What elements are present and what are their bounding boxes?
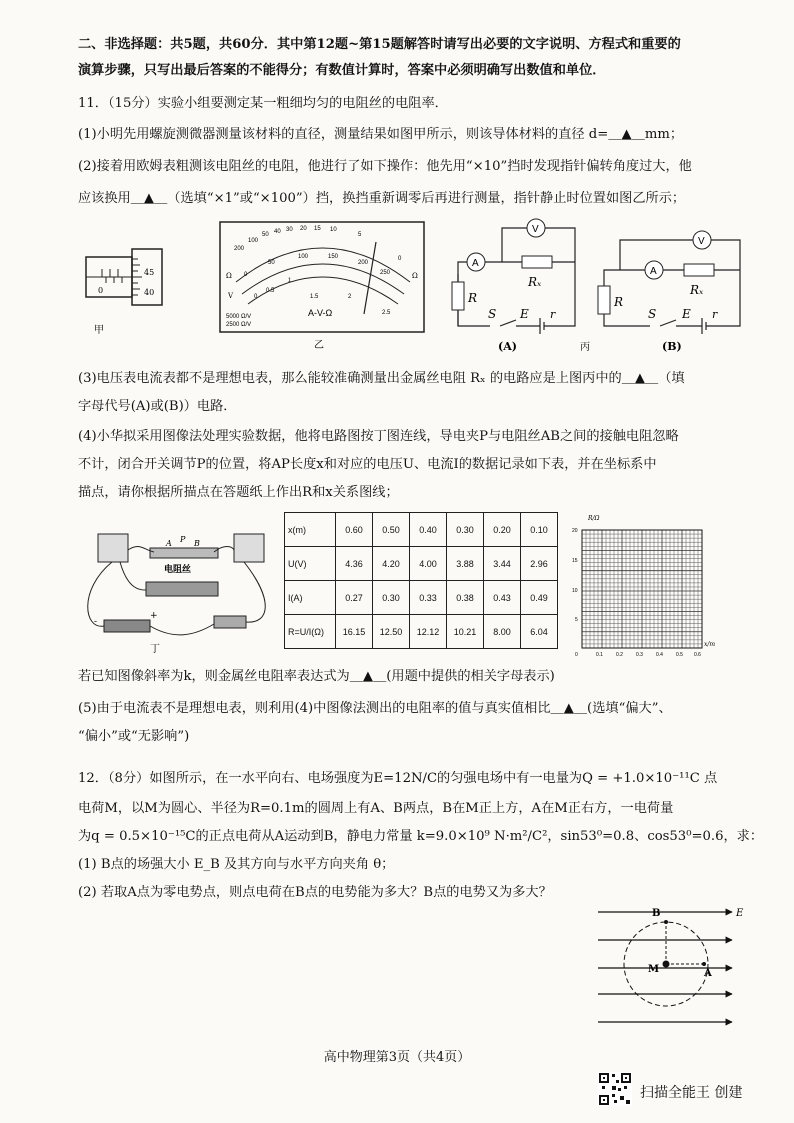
table-cell: 0.49 (521, 581, 558, 615)
low-scale-0.5: 0.5 (266, 288, 275, 294)
q12-line2: 电荷M，以M为圆心、半径为R=0.1m的圆周上有A、B两点，B在M正上方，A在M正右方，一电荷量 (78, 801, 674, 816)
table-row (285, 581, 558, 615)
circuit-b-rheostat (598, 286, 610, 314)
q12-line5: (2) 若取A点为零电势点，则点电荷在B点的电势能为多大？B点的电势又为多大？ (78, 885, 552, 900)
graph-x-label: x/m (704, 641, 716, 648)
q11-part2a: (2)接着用欧姆表粗测该电阻丝的电阻，他进行了如下操作：他先用“×10”挡时发现指针偏转角度过大，他 (78, 159, 692, 174)
micrometer-tick-45: 45 (144, 268, 155, 277)
micrometer-tick-40: 40 (144, 288, 155, 297)
table-cell: 2.96 (521, 547, 558, 581)
q11-part4a: (4)小华拟采用图像法处理实验数据，他将电路图按丁图连线，导电夹P与电阻丝AB之间的接触电阻忽略 (78, 429, 679, 444)
q11-part2b: 应该换用＿▲＿（选填“×1”或“×100”）挡，换挡重新调零后再进行测量，指针静止时位置如图乙所示； (78, 191, 686, 206)
label-m: M (648, 964, 660, 975)
mid-scale-250: 250 (380, 270, 391, 276)
scanner-brand: 扫描全能王 创建 (640, 1085, 743, 1101)
table-cell: 0.20 (484, 513, 521, 547)
table-row-header: U(V) (285, 547, 336, 581)
low-scale-2.5: 2.5 (382, 310, 391, 316)
low-scale-0: 0 (254, 294, 258, 300)
q11-part3a: (3)电压表电流表都不是理想电表，那么能较准确测量出金属丝电阻 Rₓ 的电路应是上图丙中的＿▲＿（填 (78, 371, 685, 386)
table-cell: 0.33 (410, 581, 447, 615)
ohm-scale-10: 10 (330, 227, 337, 233)
table-cell: 0.38 (447, 581, 484, 615)
circuit-a-e-label: E (520, 307, 529, 321)
wiring-rheostat (146, 582, 218, 596)
data-table (284, 512, 558, 649)
clip-b: B (194, 539, 200, 548)
table-row (285, 513, 558, 547)
wiring-switch (214, 616, 246, 628)
y-tick-20: 20 (572, 528, 578, 534)
circuit-a-ammeter-label: A (472, 258, 479, 269)
circuit-b-rx-label: Rₓ (690, 283, 704, 297)
table-cell: 0.60 (336, 513, 373, 547)
r-x-graph (566, 508, 716, 666)
ohm-scale-100: 100 (248, 238, 259, 244)
x-tick-0.4: 0.4 (656, 652, 663, 658)
wiring-voltmeter (234, 534, 264, 562)
circuit-figures (440, 214, 750, 354)
battery-minus: - (94, 617, 98, 627)
circuit-b-r-lower: r (712, 308, 718, 321)
table-cell: 3.44 (484, 547, 521, 581)
label-a: A (704, 968, 712, 979)
qr-code-icon (598, 1072, 632, 1106)
x-tick-0.6: 0.6 (694, 652, 701, 658)
label-b: B (652, 908, 661, 919)
meter-v-symbol: V (228, 292, 234, 300)
table-row-header: x(m) (285, 513, 336, 547)
circuit-b-ammeter-label: A (650, 266, 657, 277)
table-cell: 12.50 (373, 615, 410, 649)
mid-scale-50: 50 (268, 260, 275, 266)
ohm-scale-40: 40 (274, 229, 281, 235)
circuit-b-r-label: R (614, 295, 624, 309)
clip-a: A (166, 539, 172, 548)
q12-line1: 12．（8分）如图所示，在一水平向右、电场强度为E=12N/C的匀强电场中有一电量为Q = +1.0×10⁻¹¹C 点 (78, 771, 718, 786)
y-tick-0: 0 (575, 652, 578, 658)
point-a (702, 962, 706, 966)
ohm-scale-30: 30 (286, 227, 293, 233)
wire-label: 电阻丝 (164, 565, 192, 575)
meter-omega-right: Ω (412, 272, 418, 280)
micrometer-tick-0: 0 (98, 286, 104, 295)
table-cell: 16.15 (336, 615, 373, 649)
table-row (285, 615, 558, 649)
ohm-scale-15: 15 (314, 226, 321, 232)
ohm-scale-5: 5 (358, 232, 362, 238)
low-scale-2: 2 (348, 294, 352, 300)
section-header-line1: 二、非选择题：共5题，共60分．其中第12题~第15题解答时请写出必要的文字说明、方程式和重要的 (78, 37, 681, 52)
mid-scale-200: 200 (358, 260, 369, 266)
circuit-a-label: (A) (498, 340, 517, 353)
circuit-a-voltmeter-label: V (532, 224, 539, 235)
q11-part1: (1)小明先用螺旋测微器测量该材料的直径，测量结果如图甲所示，则该导体材料的直径 d=＿▲＿mm； (78, 127, 684, 142)
multimeter-figure (218, 220, 428, 352)
table-cell: 12.12 (410, 615, 447, 649)
table-cell: 0.40 (410, 513, 447, 547)
battery-plus: + (150, 611, 158, 621)
q11-part3b: 字母代号(A)或(B)）电路． (78, 399, 237, 414)
point-b (664, 920, 668, 924)
table-cell: 4.20 (373, 547, 410, 581)
figure-label-yi: 乙 (314, 340, 324, 351)
y-tick-10: 10 (572, 588, 578, 594)
q11-part5b: “偏小”或“无影响”) (78, 729, 190, 744)
clip-p: P (180, 535, 186, 544)
meter-omega-left: Ω (226, 272, 232, 280)
table-cell: 3.88 (447, 547, 484, 581)
meter-label: A-V-Ω (308, 308, 333, 318)
circuit-b-label: (B) (662, 340, 682, 353)
mid-scale-100: 100 (298, 254, 309, 260)
circuit-a-r-lower: r (550, 308, 556, 321)
wiring-resistance-wire (150, 548, 218, 558)
circuit-a-rheostat (452, 282, 464, 310)
table-cell: 6.04 (521, 615, 558, 649)
table-cell: 0.43 (484, 581, 521, 615)
table-cell: 4.36 (336, 547, 373, 581)
y-tick-5: 5 (575, 617, 578, 623)
x-tick-0.5: 0.5 (676, 652, 683, 658)
circuit-a-rx (522, 256, 552, 268)
q12-line4: (1) B点的场强大小 E_B 及其方向与水平方向夹角 θ； (78, 857, 395, 872)
q11-part5a: (5)由于电流表不是理想电表，则利用(4)中图像法测出的电阻率的值与真实值相比＿▲＿(选填“偏大”、 (78, 701, 672, 716)
micrometer-figure (80, 245, 180, 340)
electric-field-figure (592, 900, 752, 1030)
wiring-battery (104, 620, 150, 632)
page-footer: 高中物理第3页（共4页） (323, 1050, 471, 1065)
table-cell: 8.00 (484, 615, 521, 649)
circuit-a-r-label: R (468, 291, 478, 305)
section-header-line2: 演算步骤，只写出最后答案的不能得分；有数值计算时，答案中必须明确写出数值和单位． (78, 63, 606, 78)
ohm-scale-200: 200 (234, 246, 245, 252)
q11-part4d: 若已知图像斜率为k，则金属丝电阻率表达式为＿▲＿(用题中提供的相关字母表示) (78, 669, 555, 684)
table-row (285, 547, 558, 581)
circuit-a-rx-label: Rₓ (528, 275, 542, 289)
mid-scale-150: 150 (328, 254, 339, 260)
q11-title: 11．（15分）实验小组要测定某一粗细均匀的电阻丝的电阻率． (78, 96, 448, 111)
label-e: E (736, 908, 744, 919)
graph-y-label: R/Ω (588, 515, 600, 522)
ohm-scale-0: 0 (398, 256, 402, 262)
meter-sens-1: 5000 Ω/V (226, 314, 252, 320)
ohm-scale-20: 20 (300, 226, 307, 232)
mid-scale-0: 0 (244, 272, 248, 278)
low-scale-1: 1 (288, 278, 292, 284)
circuit-b-s-label: S (648, 307, 657, 321)
circuit-b-e-label: E (682, 307, 691, 321)
wiring-ammeter (98, 534, 128, 562)
table-cell: 0.50 (373, 513, 410, 547)
x-tick-0.1: 0.1 (596, 652, 603, 658)
x-tick-0.2: 0.2 (616, 652, 623, 658)
q11-part4b: 不计，闭合开关调节P的位置，将AP长度x和对应的电压U、电流I的数据记录如下表，并在坐标系中 (78, 457, 657, 472)
low-scale-1.5: 1.5 (310, 294, 319, 300)
figure-label-jia: 甲 (94, 325, 104, 336)
table-cell: 0.27 (336, 581, 373, 615)
q11-part4c: 描点，请你根据所描点在答题纸上作出R和x关系图线； (78, 485, 399, 500)
charge-m (663, 961, 670, 968)
ohm-scale-50: 50 (262, 232, 269, 238)
circuit-b-voltmeter-label: V (698, 236, 705, 247)
table-cell: 10.21 (447, 615, 484, 649)
circuit-b-rx (684, 264, 714, 276)
meter-needle (364, 242, 376, 314)
table-cell: 0.30 (373, 581, 410, 615)
table-row-header: I(A) (285, 581, 336, 615)
q12-line3: 为q = 0.5×10⁻¹⁵C的正点电荷从A运动到B，静电力常量 k=9.0×10⁹ N·m²/C²，sin53⁰=0.8、cos53⁰=0.6，求： (78, 829, 764, 844)
figure-label-bing: 丙 (580, 342, 590, 353)
wiring-figure (84, 520, 274, 655)
table-cell: 0.30 (447, 513, 484, 547)
meter-sens-2: 2500 Ω/V (226, 322, 252, 328)
table-cell: 4.00 (410, 547, 447, 581)
figure-label-ding: 丁 (150, 644, 160, 655)
table-cell: 0.10 (521, 513, 558, 547)
x-tick-0.3: 0.3 (636, 652, 643, 658)
y-tick-15: 15 (572, 558, 578, 564)
table-row-header: R=U/I(Ω) (285, 615, 336, 649)
circuit-a-s-label: S (488, 307, 497, 321)
